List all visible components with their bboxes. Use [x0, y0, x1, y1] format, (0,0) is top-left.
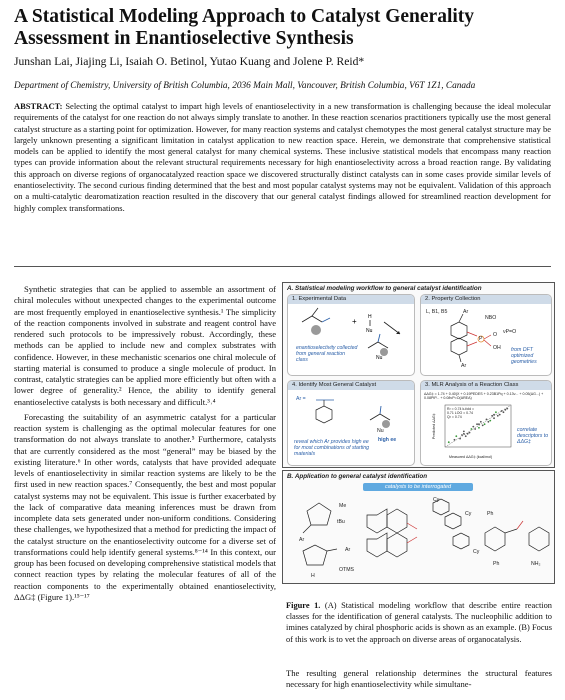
box-4-note: reveal which Ar provides high ee for most combinations of starting materials [294, 439, 369, 458]
scatter-point [487, 421, 489, 423]
body-column-left [14, 284, 276, 607]
scatter-point [506, 408, 508, 410]
abstract-text: Selecting the optimal catalyst to impart high levels of enantioselectivity in a new transformation is challenging because the ideal molecular requirements of the catalyst for one reaction do not always simply translate to another. In these reaction scenarios practitioners typically use the most general catalyst structure as a starting point for optimization. However, for many reaction systems and catalyst chemotypes the most general catalyst structure may be largely unknown presenting a significant limitation in catalyst application to new reaction space. Herein, we demonstrate that comprehensive statistical models can be applied to identify the most general catalyst for many chemical systems. These inclusive statistical models that encompass many reaction types can provide information about the relevant structural requirements necessary for high enantioselectivity across a broad reaction range. By validating this approach on diverse regions of organocatalyzed reaction space we discovered structurally distinct catalysts can in some cases provide similar levels of enantioselectivity. The second curious finding determined that the best and most popular catalyst systems may not be equivalent. Validation of this approach on a multi-catalytic dearomatization reaction resulted in the discovery that our general catalyst findings allowed for streamlined reaction development for highly complex transformations. [14, 101, 551, 213]
scatter-point [491, 415, 493, 417]
scatter-point [455, 435, 457, 437]
svg-text:+: + [352, 317, 357, 326]
scatter-point [478, 423, 480, 425]
workflow-box-most-general-catalyst [287, 380, 415, 466]
scatter-point [467, 433, 469, 435]
label-tbu: tBu [337, 519, 345, 525]
figure-panel-a [282, 282, 555, 468]
box-4-header: 4. Identify Most General Catalyst [288, 381, 414, 390]
mlr-stats: R² = 0.74 k-fold = 0.71 LOO = 0.74 Q² = 0.74 [447, 407, 475, 420]
panel-a-title: A. Statistical modeling workflow to general catalyst identification [287, 285, 482, 292]
label-otms: OTMS [339, 567, 354, 573]
box-3-header: 3. MLR Analysis of a Reaction Class [421, 381, 551, 390]
scatter-point [501, 410, 503, 412]
figure-1 [282, 282, 555, 584]
label-ph-2: Ph [493, 561, 500, 567]
box-2-header: 2. Property Collection [421, 295, 551, 304]
box-3-note: correlate descriptors to ΔΔG‡ [517, 427, 549, 446]
scatter-point [448, 441, 450, 443]
box-4-high-ee: high ee [378, 437, 397, 443]
scatter-point [497, 415, 499, 417]
label-me: Me [339, 503, 347, 509]
scatter-point [461, 434, 463, 436]
affiliation: Department of Chemistry, University of British Columbia, 2036 Main Mall, Vancouver, British Columbia, V6T 1Z1, Canada [14, 81, 476, 91]
aryl-label-bottom: Ar [461, 363, 467, 369]
box-2-nbo: NBO [485, 315, 497, 321]
scatter-point [482, 425, 484, 427]
svg-text:H: H [368, 314, 372, 320]
scatter-point [489, 420, 491, 422]
aryl-label-top: Ar [463, 309, 469, 315]
label-cy-1: Cy [433, 497, 440, 503]
panel-b-title: B. Application to general catalyst identification [287, 473, 428, 480]
label-cy-3: Cy [473, 549, 480, 555]
box-1-note: enantioselectivity collected from general reaction class [296, 345, 358, 364]
svg-text:Nu: Nu [376, 355, 383, 361]
label-cy-2: Cy [465, 511, 472, 517]
abstract [14, 101, 551, 214]
caption-label: Figure 1. [286, 601, 321, 610]
hydroxyl-label: OH [493, 345, 501, 351]
label-nh2: NH₂ [531, 561, 541, 567]
workflow-box-mlr-analysis [420, 380, 552, 466]
scatter-point [454, 439, 456, 441]
box-2-vpo: νP=O [503, 329, 517, 335]
label-h: H [311, 573, 315, 579]
figure-caption [286, 600, 552, 645]
abstract-label: ABSTRACT: [14, 101, 63, 111]
scatter-point [463, 433, 465, 435]
scatter-point [476, 423, 478, 425]
abstract-divider [14, 266, 551, 267]
label-ph-1: Ph [487, 511, 494, 517]
svg-text:Nu: Nu [366, 328, 373, 334]
box-4-nu: Nu [377, 428, 384, 434]
scatter-point [493, 417, 495, 419]
scatter-point [484, 423, 486, 425]
phosphorus-label: P [479, 336, 483, 342]
figure-panel-b [282, 470, 555, 584]
scatter-point [472, 426, 474, 428]
scatter-point [474, 428, 476, 430]
oxygen-label: O [493, 332, 498, 338]
workflow-box-property-collection [420, 294, 552, 376]
panel-b-banner: catalysts to be interrogated [363, 483, 473, 491]
scatter-y-axis-label: Predicted ΔΔG‡ [431, 413, 436, 440]
catalyst-structures [285, 489, 553, 583]
workflow-box-experimental-data [287, 294, 415, 376]
scatter-point [493, 414, 495, 416]
caption-text: (A) Statistical modeling workflow that describe entire reaction classes for the identification of general catalysts. The nucleophilic addition to imines catalyzed by chiral phosphoric acids is shown as an example. (B) Focus of this work is to vet the approach on diverse areas of organocatalysis. [286, 601, 552, 644]
scatter-point [480, 421, 482, 423]
body-paragraph-1: Synthetic strategies that can be applied to assemble an assortment of chiral molecules without unexpected changes to the experimental outcome are most frequently employed in enantioselective synthesis.¹ The simplicity of the reaction components involved in substrate and reagent control have rendered such protocols to be impressively robust. Accordingly, these methods can be applied to include new and complex substrates with confidence. However, in these mechanistic scenarios one chiral molecule of starting material is consumed to produce a single molecule of product. In contrast, catalytic strategies can be applied more efficiently but often with a lower degree of generality.² Hence, the ability to identify general enantioselective catalysts is both necessary and difficult.³˒⁴ [14, 284, 276, 407]
mlr-equation: ΔΔG‡ = 1.74 + 0.40(X + 0.19PEDES + 0.23B1Pq + 0.13ν... + 0.05(ΔG...) + 0.08PIP... + 0.08νP=O(AREA) [424, 392, 544, 401]
scatter-point [465, 435, 467, 437]
label-ar-2: Ar [345, 547, 351, 553]
scatter-point [486, 419, 488, 421]
scatter-point [463, 431, 465, 433]
paper-title: A Statistical Modeling Approach to Catalyst Generality Assessment in Enantioselective Synthesis [14, 6, 475, 49]
box-2-params: L, B1, B5 [426, 309, 448, 315]
scatter-point [471, 428, 473, 430]
scatter-point [504, 409, 506, 411]
author-list: Junshan Lai, Jiajing Li, Isaiah O. Betinol, Yutao Kuang and Jolene P. Reid* [14, 55, 365, 68]
scatter-point [478, 427, 480, 429]
label-ar-1: Ar [299, 537, 305, 543]
scatter-point [495, 411, 497, 413]
scatter-x-axis-label: Measured ΔΔG‡ (kcal/mol) [449, 455, 493, 459]
scatter-point [499, 414, 501, 416]
box-4-ar-label: Ar = [296, 396, 306, 402]
box-1-header: 1. Experimental Data [288, 295, 414, 304]
scatter-point [459, 438, 461, 440]
body-paragraph-2: Forecasting the suitability of an asymmetric catalyst for a particular reaction system is challenging as the optimal molecular features for one transformation do not always translate to another.⁵ Furthermore, catalysts that are currently considered as the most “general” may be biased by the existing literature.⁶ In other words, catalysts that have provided adequate levels of enantioselectivity in similar reaction systems are likely to be the first used in new reaction spaces.⁷ Consequently, the best and most popular catalyst systems may not be equivalent. This issue is further exacerbated by the lack of comparative data meaning inferences must be drawn from incomplete data sets generated under non-uniform conditions. Considering these challenges, we hypothesized that a method for predicting the impact of the catalyst structure on the enantioselectivity outcome for a diverse set of transformations could help identify general systems.⁸⁻¹⁴ In this context, our group has been focused on developing comprehensive statistical models that connect reaction types by relating the molecular features of all of the reaction components to the experimentally obtained enantioselectivity, ΔΔG‡ (Figure 1).¹⁵⁻¹⁷ [14, 411, 277, 602]
body-column-right: The resulting general relationship determines the structural features necessary for high enantioselectivity while simultane- [286, 668, 552, 690]
scatter-point [503, 411, 505, 413]
box-2-note: from DFT optimized geometries [511, 347, 537, 366]
scatter-point [469, 432, 471, 434]
